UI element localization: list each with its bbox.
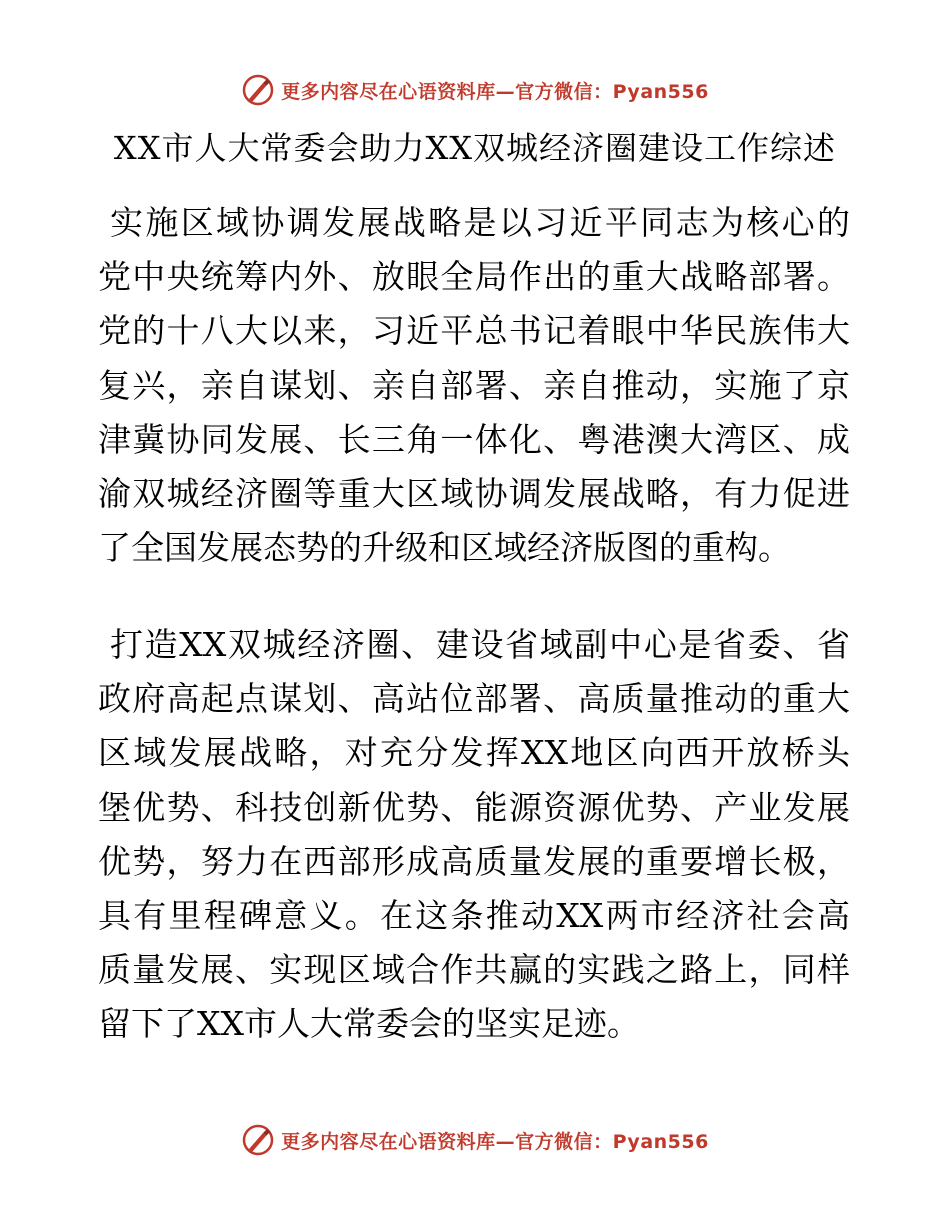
watermark-text: 更多内容尽在心语资料库—官方微信：Pyan556	[281, 1130, 709, 1153]
text-line: 优势，努力在西部形成高质量发展的重要增长极，	[98, 841, 850, 881]
text-line: 实施区域协调发展战略是以习近平同志为核心的	[110, 203, 850, 242]
pen-logo-icon	[241, 73, 275, 107]
watermark-banner-bottom	[0, 1120, 950, 1160]
text-line: 具有里程碑意义。在这条推动XX两市经济社会高	[98, 895, 850, 935]
text-line: 党中央统筹内外、放眼全局作出的重大战略部署。	[98, 257, 850, 297]
pen-logo-icon	[241, 1123, 275, 1157]
text-line: 津冀协同发展、长三角一体化、粤港澳大湾区、成	[98, 419, 850, 459]
text-line: 党的十八大以来，习近平总书记着眼中华民族伟大	[98, 311, 850, 351]
text-line: 了全国发展态势的升级和区域经济版图的重构。	[98, 528, 791, 568]
text-line: 复兴，亲自谋划、亲自部署、亲自推动，实施了京	[98, 365, 850, 405]
text-line: 区域发展战略，对充分发挥XX地区向西开放桥头	[98, 733, 850, 773]
watermark-banner-top	[0, 70, 950, 110]
text-line: 堡优势、科技创新优势、能源资源优势、产业发展	[98, 787, 850, 827]
text-line: 留下了XX市人大常委会的坚实足迹。	[98, 1004, 640, 1044]
text-line: 政府高起点谋划、高站位部署、高质量推动的重大	[98, 679, 850, 719]
text-line: 渝双城经济圈等重大区域协调发展战略，有力促进	[98, 473, 850, 513]
watermark-text: 更多内容尽在心语资料库—官方微信：Pyan556	[281, 80, 709, 103]
paragraph-1	[98, 196, 850, 575]
text-line: 打造XX双城经济圈、建设省域副中心是省委、省	[110, 625, 850, 664]
document-title: XX市人大常委会助力XX双城经济圈建设工作综述	[113, 129, 837, 167]
text-line: 质量发展、实现区域合作共赢的实践之路上，同样	[98, 950, 850, 990]
paragraph-2	[98, 618, 850, 1052]
